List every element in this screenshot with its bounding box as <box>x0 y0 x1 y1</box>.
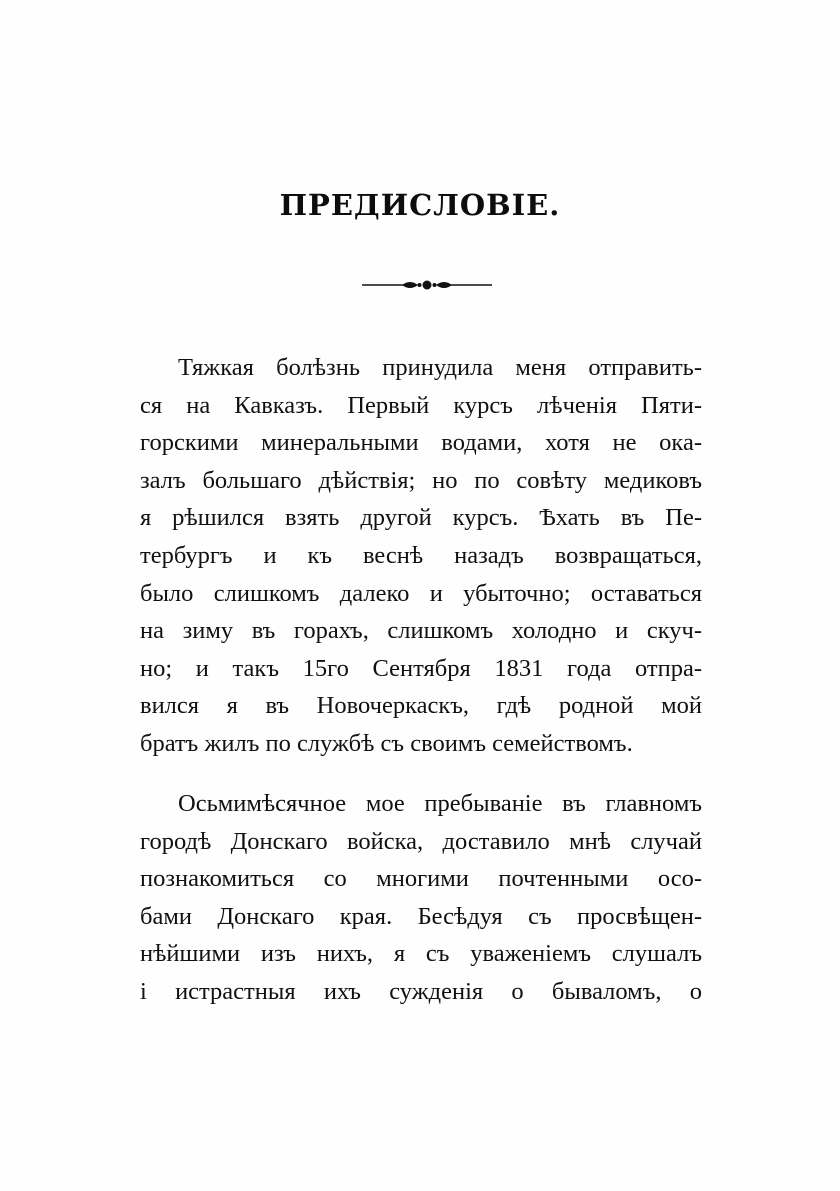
text-line: i истрастныя ихъ сужденiя о бываломъ, о <box>140 977 702 1005</box>
text-line: тербургъ и къ веснѣ назадъ возвращаться, <box>140 541 702 569</box>
paragraph-1 <box>140 349 702 763</box>
text-line: вился я въ Новочеркаскъ, гдѣ родной мой <box>140 692 702 720</box>
text-line: Осьмимѣсячное мое пребыванiе въ главномъ <box>178 790 702 817</box>
text-line: бами Донскаго края. Бесѣдуя съ просвѣщен- <box>140 902 702 930</box>
text-line: братъ жилъ по службѣ съ своимъ семействомъ. <box>140 729 633 757</box>
text-line: я рѣшился взять другой курсъ. Ѣхать въ Пе- <box>140 504 702 532</box>
text-line: залъ большаго дѣйствiя; но по совѣту медиковъ <box>140 466 702 494</box>
text-line: нѣйшими изъ нихъ, я съ уваженiемъ слушалъ <box>140 940 702 968</box>
text-line: городѣ Донскаго войска, доставило мнѣ случай <box>140 827 702 855</box>
text-line: на зиму въ горахъ, слишкомъ холодно и скуч- <box>140 617 702 645</box>
page-title: ПРЕДИСЛОВIЕ. <box>279 188 561 222</box>
text-line: было слишкомъ далеко и убыточно; оставаться <box>140 579 702 607</box>
text-line: горскими минеральными водами, хотя не ока- <box>140 429 702 457</box>
paragraph-2 <box>140 785 702 1011</box>
text-line: ся на Кавказъ. Первый курсъ лѣченiя Пяти- <box>140 391 702 419</box>
decorative-divider-icon <box>362 276 492 294</box>
text-line: но; и такъ 15го Сентября 1831 года отпра- <box>140 654 702 682</box>
text-line: познакомиться со многими почтенными осо- <box>140 865 702 893</box>
text-line: Тяжкая болѣзнь принудила меня отправить- <box>178 354 702 381</box>
